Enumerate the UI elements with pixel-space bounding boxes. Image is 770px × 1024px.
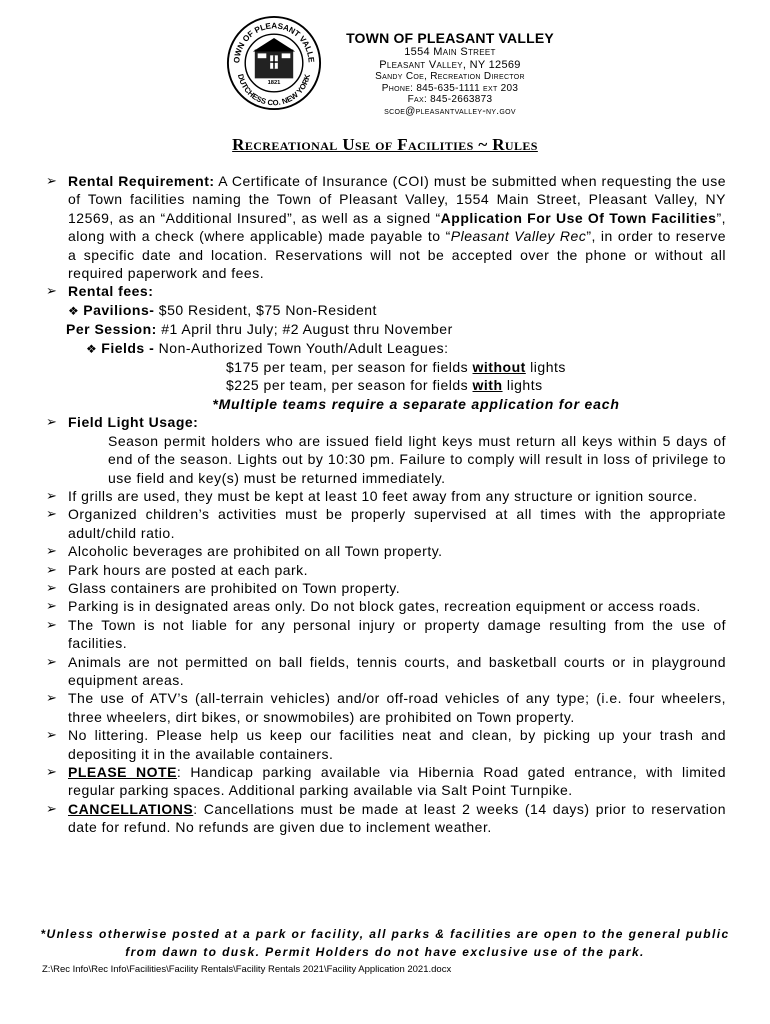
bullet-arrow-icon: ➢ [46,579,58,595]
bullet-arrow-icon: ➢ [46,414,58,430]
town-name: TOWN OF PLEASANT VALLEY [346,30,554,46]
bullet-arrow-icon: ➢ [46,727,58,743]
fee-with-lights: $225 per team, per season for fields with lights [226,377,543,394]
rule-item: ➢ No littering. Please help us keep our facilities neat and clean, by picking up your trash and depositing it in the available containers. [46,727,726,762]
please-note-label: PLEASE NOTE [68,764,177,780]
diamond-bullet-icon: ❖ [68,303,80,318]
fields-value: Non-Authorized Town Youth/Adult Leagues: [154,339,449,356]
bullet-arrow-icon: ➢ [46,616,58,632]
bullet-arrow-icon: ➢ [46,653,58,669]
rule-item: ➢ Glass containers are prohibited on Town property. [46,579,401,596]
cancellations-text: : Cancellations must be made at least 2 weeks (14 days) prior to reservation date for refund. No refunds are given due to inclement weather. [68,800,726,836]
bullet-arrow-icon: ➢ [46,283,58,299]
field-light-text: Season permit holders who are issued field light keys must return all keys within 5 days of end of the season. Lights out by 10:30 pm. Failure to comply will result in loss of privilege to use field and key(s) must be returned immediately. [108,432,726,486]
file-path: Z:\Rec Info\Rec Info\Facilities\Facility Rentals\Facility Rentals 2021\Facility Application 2021.docx [42,964,452,975]
rental-fees-label: Rental fees: [68,283,154,300]
svg-text:TOWN OF PLEASANT VALLEY: OWN OF PLEASANT VALLE [232,21,316,64]
please-note-text: : Handicap parking available via Hibernia Road gated entrance, with limited regular parking spaces. Additional parking available via Salt Point Turnpike. [68,764,726,799]
street-address: 1554 Main Street [404,46,496,59]
rental-requirement-text-2: ”, along with a check (where applicable) made payable to “ [68,209,726,245]
rental-requirement-text-3: ”, in order to reserve a specific date and location. Reservations will not be accepted over the phone or without all required paperwork and fees. [68,228,726,282]
letterhead [330,30,570,117]
rule-item: ➢ Organized children’s activities must be properly supervised at all times with the appropriate adult/child ratio. [46,506,726,541]
bullet-arrow-icon: ➢ [46,506,58,522]
bullet-arrow-icon: ➢ [46,173,58,188]
rental-requirement-label: Rental Requirement: [68,173,215,189]
fee-without-lights: $175 per team, per season for fields without lights [226,359,566,376]
multiple-teams-note: *Multiple teams require a separate application for each [212,395,620,412]
without-emphasis: without [472,359,526,376]
rule-cancellations [46,800,726,837]
city-address: Pleasant Valley, NY 12569 [379,58,521,71]
bullet-arrow-icon: ➢ [46,764,58,779]
pavilions-label: Pavilions- [83,301,155,318]
fee-per-session [46,320,726,338]
per-session-label: Per Session: [66,321,157,338]
rule-item: ➢ The Town is not liable for any personal injury or property damage resulting from the use of facilities. [46,616,726,652]
rule-item: ➢ The use of ATV’s (all-terrain vehicles) and/or off-road vehicles of any type; (i.e. four wheelers, three wheelers, dirt bikes, or snowmobiles) are prohibited on Town property. [46,690,726,725]
bullet-arrow-icon: ➢ [46,690,58,706]
rental-requirement-text-1: A Certificate of Insurance (COI) must be submitted when requesting the use of Town facilities naming the Town of Pleasant Valley, 1554 Main Street, Pleasant Valley, NY 12569, as an “Additional Insured”, as well as a signed “ [68,173,726,226]
public-access-note: *Unless otherwise posted at a park or facility, all parks & facilities are open to the general public from dawn to dusk. Permit Holders do not have exclusive use of the park. [40,927,730,959]
per-session-value: #1 April thru July; #2 August thru November [156,321,453,338]
cancellations-label: CANCELLATIONS [68,800,194,817]
svg-text:DUTCHESS CO. NEW YORK: DUTCHESS CO. NEW YORK [235,73,313,108]
rule-field-light-usage [46,413,726,431]
fields-label: Fields - [101,339,155,356]
bullet-arrow-icon: ➢ [46,487,58,503]
svg-text:1821: 1821 [267,80,281,87]
diamond-bullet-icon: ❖ [86,341,98,356]
rule-please-note [46,763,726,800]
field-light-label: Field Light Usage: [68,414,199,431]
pavilions-value: $50 Resident, $75 Non-Resident [154,301,377,318]
bullet-arrow-icon: ➢ [46,598,58,614]
email-address: scoe@pleasantvalley-ny.gov [384,105,516,117]
rule-rental-requirement [46,172,726,282]
fax-number: Fax: 845-2663873 [407,94,493,106]
phone-number: Phone: 845-635-1111 ext 203 [381,82,519,94]
fee-pavilions [46,301,726,320]
bullet-arrow-icon: ➢ [46,543,58,559]
recreation-director: Sandy Coe, Recreation Director [375,71,525,83]
document-title: Recreational Use of Facilities ~ Rules [232,135,538,154]
rule-item: ➢ Animals are not permitted on ball fields, tennis courts, and basketball courts or in playground equipment areas. [46,653,726,688]
rules-list [46,172,726,837]
town-seal-logo [226,15,322,111]
rule-item: ➢ Parking is in designated areas only. Do not block gates, recreation equipment or access roads. [46,598,701,615]
payee-name: Pleasant Valley Rec [450,228,587,245]
rule-rental-fees [46,282,726,300]
rule-item: ➢ Alcoholic beverages are prohibited on all Town property. [46,543,443,560]
fee-fields [46,339,726,358]
rule-item: ➢ If grills are used, they must be kept at least 10 feet away from any structure or ignition source. [46,487,698,504]
application-name: Application For Use Of Town Facilities [440,209,717,226]
bullet-arrow-icon: ➢ [46,800,58,816]
with-emphasis: with [472,377,503,394]
bullet-arrow-icon: ➢ [46,561,58,577]
rule-item: ➢ Park hours are posted at each park. [46,561,309,578]
